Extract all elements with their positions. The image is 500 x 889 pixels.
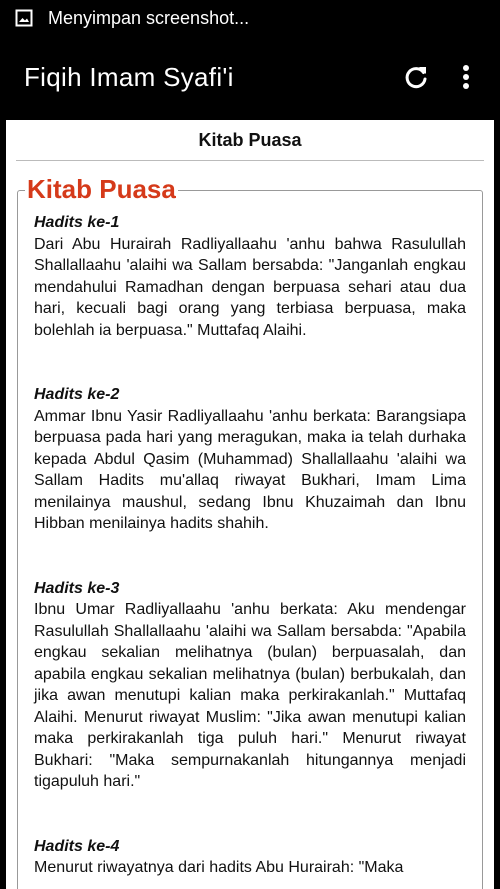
hadith-item <box>34 836 466 879</box>
status-notification-text: Menyimpan screenshot... <box>48 7 250 28</box>
hadith-title: Hadits ke-1 <box>34 214 120 231</box>
hadith-list <box>34 212 466 889</box>
more-vert-icon[interactable] <box>442 53 490 101</box>
section-divider <box>16 160 484 161</box>
refresh-icon[interactable] <box>392 53 440 101</box>
hadith-item <box>34 384 466 535</box>
frame-legend: Kitab Puasa <box>27 174 176 204</box>
hadith-body: Dari Abu Hurairah Radliyallaahu 'anhu bahwa Rasulullah Shallallaahu 'alaihi wa Sallam bersabda: "Janganlah engkau mendahului Ramadhan dengan berpuasa sehari atau dua hari, kecuali bagi orang yang terbiasa berpuasa, maka bolehlah ia berpuasa." Muttafaq Alaihi. <box>34 235 466 339</box>
status-bar <box>0 0 500 36</box>
hadith-body: Ammar Ibnu Yasir Radliyallaahu 'anhu berkata: Barangsiapa berpuasa pada hari yang meragukan, maka ia telah durhaka kepada Abdul Qasim (Muhammad) Shallallaahu 'alaihi wa Sallam Hadits mu'allaq riwayat Bukhari, Imam Lima menilainya maushul, sedang Ibnu Khuzaimah dan Ibnu Hibban menilainya hadits shahih. <box>34 407 466 532</box>
hadith-title: Hadits ke-3 <box>34 579 120 597</box>
app-title: Fiqih Imam Syafi'i <box>24 61 234 92</box>
section-header: Kitab Puasa <box>198 129 302 150</box>
hadith-title: Hadits ke-2 <box>34 386 120 403</box>
image-icon <box>14 8 34 28</box>
app-bar <box>0 36 500 118</box>
hadith-item <box>34 212 466 341</box>
hadith-title: Hadits ke-4 <box>34 837 120 855</box>
hadith-body: Menurut riwayatnya dari hadits Abu Hurairah: "Maka <box>34 859 404 876</box>
hadith-body: Ibnu Umar Radliyallaahu 'anhu berkata: Aku mendengar Rasulullah Shallallaahu 'alaihi wa Sallam bersabda: "Apabila engkau sekalian melihatnya (bulan) berpuasalah, dan apabila engkau sekalian melihatnya (bulan) berbukalah, dan jika awan menutupi kalian maka perkirakanlah." Muttafaq Alaihi. Menurut riwayat Muslim: "Jika awan menutupi kalian maka perkirakanlah tiga puluh hari." Menurut riwayat Bukhari: "Maka sempurnakanlah hitungannya menjadi tigapuluh hari." <box>34 601 466 790</box>
hadith-item <box>34 578 466 793</box>
content-panel <box>6 120 494 889</box>
